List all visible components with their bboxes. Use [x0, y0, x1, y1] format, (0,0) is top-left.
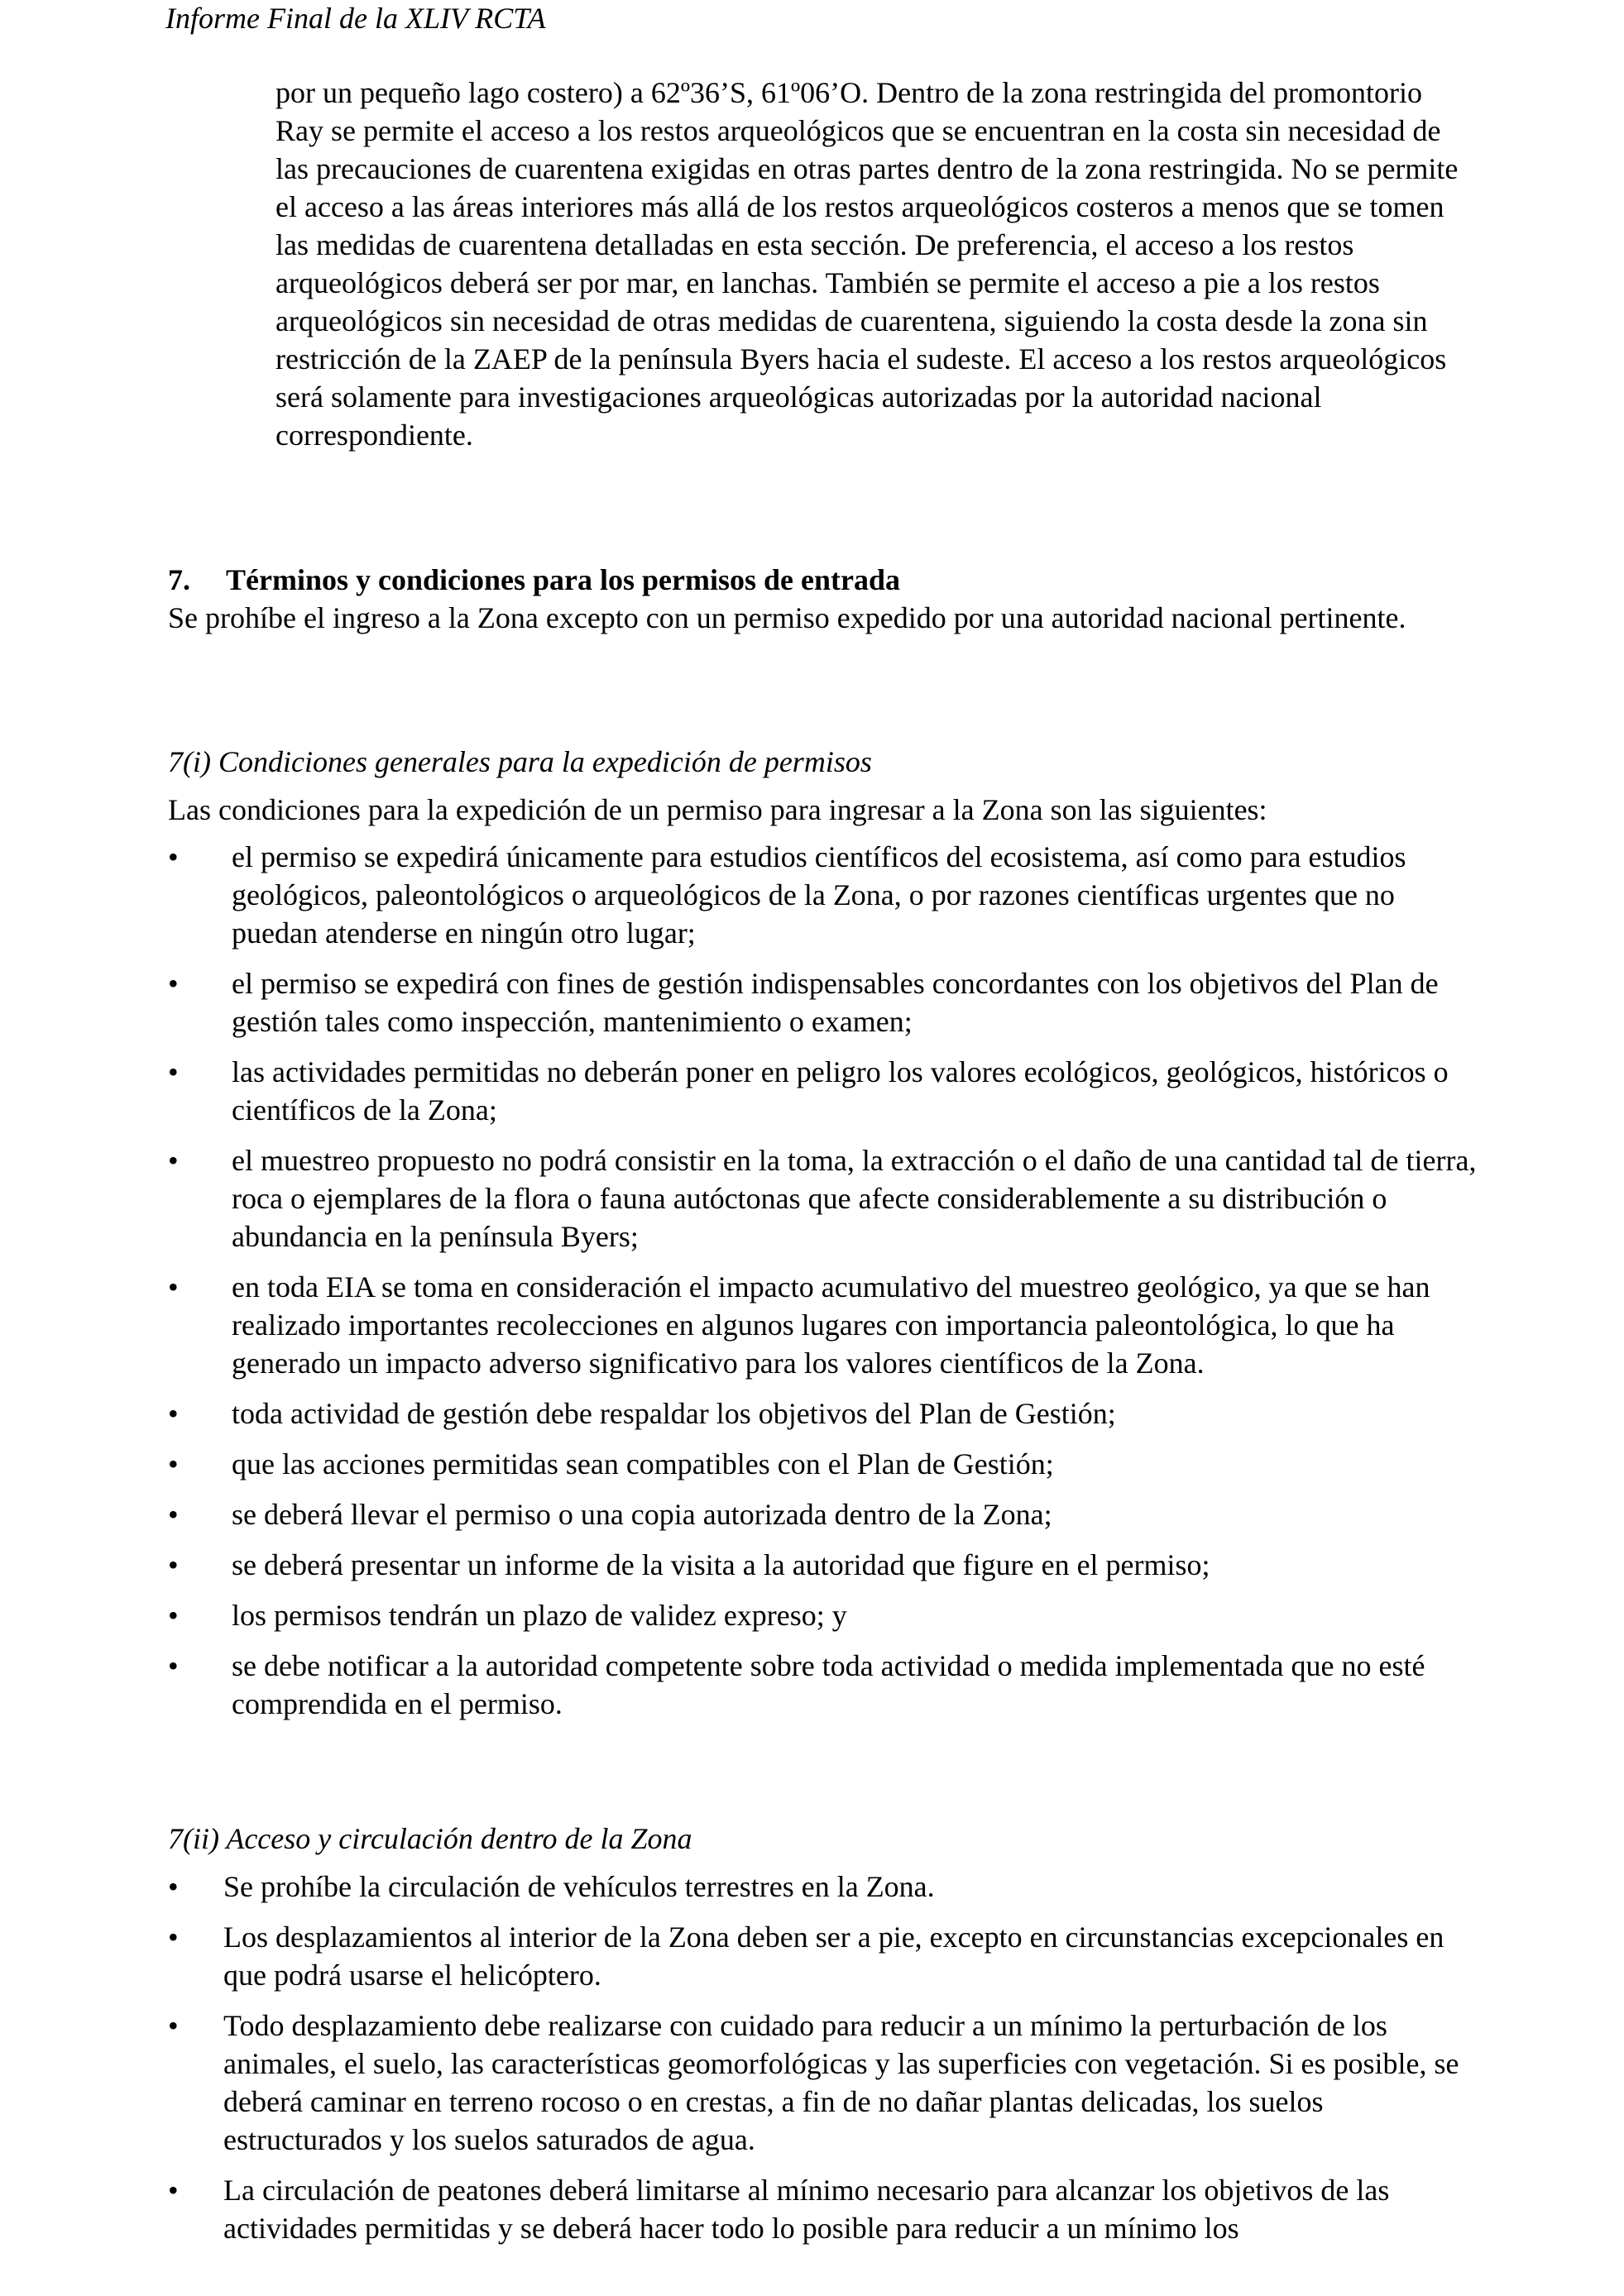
- list-item-text: los permisos tendrán un plazo de validez expreso; y: [232, 1599, 847, 1632]
- list-item: [168, 1596, 1483, 1634]
- bullet-icon: •: [168, 1498, 179, 1531]
- list-item-text: La circulación de peatones deberá limitarse al mínimo necesario para alcanzar los objetivos de las actividades permitidas y se deberá hacer todo lo posible para reducir a un mínimo los: [223, 2174, 1390, 2245]
- bullet-icon: •: [168, 1270, 179, 1303]
- subsection-7i-intro: Las condiciones para la expedición de un permiso para ingresar a la Zona son las siguientes:: [168, 793, 1267, 826]
- list-item-text: se debe notificar a la autoridad competente sobre toda actividad o medida implementada que no esté comprendida en el permiso.: [232, 1649, 1425, 1720]
- subsection-7ii-title: 7(ii) Acceso y circulación dentro de la Zona: [168, 1822, 692, 1855]
- section-7-heading: [168, 561, 900, 599]
- running-header: Informe Final de la XLIV RCTA: [165, 2, 546, 35]
- bullet-icon: •: [168, 967, 179, 1000]
- bullet-icon: •: [168, 1447, 179, 1480]
- bullet-icon: •: [168, 1548, 179, 1581]
- section-7-number: 7.: [168, 563, 190, 596]
- list-item-text: las actividades permitidas no deberán poner en peligro los valores ecológicos, geológicos, históricos o científicos de la Zona;: [232, 1055, 1449, 1126]
- conditions-list: [168, 838, 1483, 1735]
- subsection-7i-title: 7(i) Condiciones generales para la expedición de permisos: [168, 745, 872, 778]
- list-item-text: se deberá presentar un informe de la visita a la autoridad que figure en el permiso;: [232, 1548, 1210, 1581]
- section-7-text: Se prohíbe el ingreso a la Zona excepto con un permiso expedido por una autoridad nacional pertinente.: [168, 601, 1406, 634]
- list-item-text: el permiso se expedirá únicamente para estudios científicos del ecosistema, así como para estudios geológicos, paleontológicos o arqueológicos de la Zona, o por razones científicas urgentes que no puedan atenderse en ningún otro lugar;: [232, 840, 1406, 949]
- intro-paragraph: por un pequeño lago costero) a 62º36’S, 61º06’O. Dentro de la zona restringida del promontorio Ray se permite el acceso a los restos arqueológicos que se encuentran en la costa sin necesidad de las precauciones de cuarentena exigidas en otras partes dentro de la zona restringida. No se permite el acceso a las áreas interiores más allá de los restos arqueológicos costeros a menos que se tomen las medidas de cuarentena detalladas en esta sección. De preferencia, el acceso a los restos arqueológicos deberá ser por mar, en lanchas. También se permite el acceso a pie a los restos arqueológicos sin necesidad de otras medidas de cuarentena, siguiendo la costa desde la zona sin restricción de la ZAEP de la península Byers hacia el sudeste. El acceso a los restos arqueológicos será solamente para investigaciones arqueológicas autorizadas por la autoridad nacional correspondiente.: [275, 76, 1459, 452]
- list-item: [168, 1495, 1483, 1533]
- list-item: [168, 1053, 1483, 1129]
- list-item: [168, 1445, 1483, 1483]
- list-item-text: Los desplazamientos al interior de la Zona deben ser a pie, excepto en circunstancias excepcionales en que podrá usarse el helicóptero.: [223, 1921, 1444, 1992]
- bullet-icon: •: [168, 1055, 179, 1088]
- list-item-text: el muestreo propuesto no podrá consistir en la toma, la extracción o el daño de una cantidad tal de tierra, roca o ejemplares de la flora o fauna autóctonas que afecte considerablemente a su distribución o abundancia en la península Byers;: [232, 1144, 1477, 1253]
- list-item-text: Se prohíbe la circulación de vehículos terrestres en la Zona.: [223, 1870, 935, 1903]
- list-item: [168, 1394, 1483, 1433]
- access-list: [168, 1868, 1483, 2260]
- bullet-icon: •: [168, 1397, 179, 1430]
- bullet-icon: •: [168, 2174, 179, 2207]
- bullet-icon: •: [168, 1144, 179, 1177]
- list-item: [168, 1647, 1483, 1723]
- bullet-icon: •: [168, 1870, 179, 1903]
- bullet-icon: •: [168, 840, 179, 873]
- bullet-icon: •: [168, 1599, 179, 1632]
- list-item-text: toda actividad de gestión debe respaldar los objetivos del Plan de Gestión;: [232, 1397, 1116, 1430]
- list-item: [168, 1918, 1483, 1994]
- bullet-icon: •: [168, 2009, 179, 2042]
- list-item: [168, 964, 1483, 1040]
- list-item: [168, 1546, 1483, 1584]
- list-item: [168, 1141, 1483, 1256]
- bullet-icon: •: [168, 1649, 179, 1682]
- list-item: [168, 2007, 1483, 2159]
- list-item-text: que las acciones permitidas sean compatibles con el Plan de Gestión;: [232, 1447, 1054, 1480]
- list-item: [168, 838, 1483, 952]
- list-item-text: Todo desplazamiento debe realizarse con cuidado para reducir a un mínimo la perturbación de los animales, el suelo, las características geomorfológicas y las superficies con vegetación. Si es posible, se deberá caminar en terreno rocoso o en crestas, a fin de no dañar plantas delicadas, los suelos estructurados y los suelos saturados de agua.: [223, 2009, 1459, 2156]
- list-item: [168, 2171, 1483, 2247]
- list-item: [168, 1268, 1483, 1382]
- list-item-text: en toda EIA se toma en consideración el impacto acumulativo del muestreo geológico, ya que se han realizado importantes recolecciones en algunos lugares con importancia paleontológica, lo que ha generado un impacto adverso significativo para los valores científicos de la Zona.: [232, 1270, 1430, 1380]
- section-7-title: Términos y condiciones para los permisos de entrada: [226, 563, 900, 596]
- bullet-icon: •: [168, 1921, 179, 1954]
- list-item-text: se deberá llevar el permiso o una copia autorizada dentro de la Zona;: [232, 1498, 1052, 1531]
- list-item: [168, 1868, 1483, 1906]
- list-item-text: el permiso se expedirá con fines de gestión indispensables concordantes con los objetivos del Plan de gestión tales como inspección, mantenimiento o examen;: [232, 967, 1439, 1038]
